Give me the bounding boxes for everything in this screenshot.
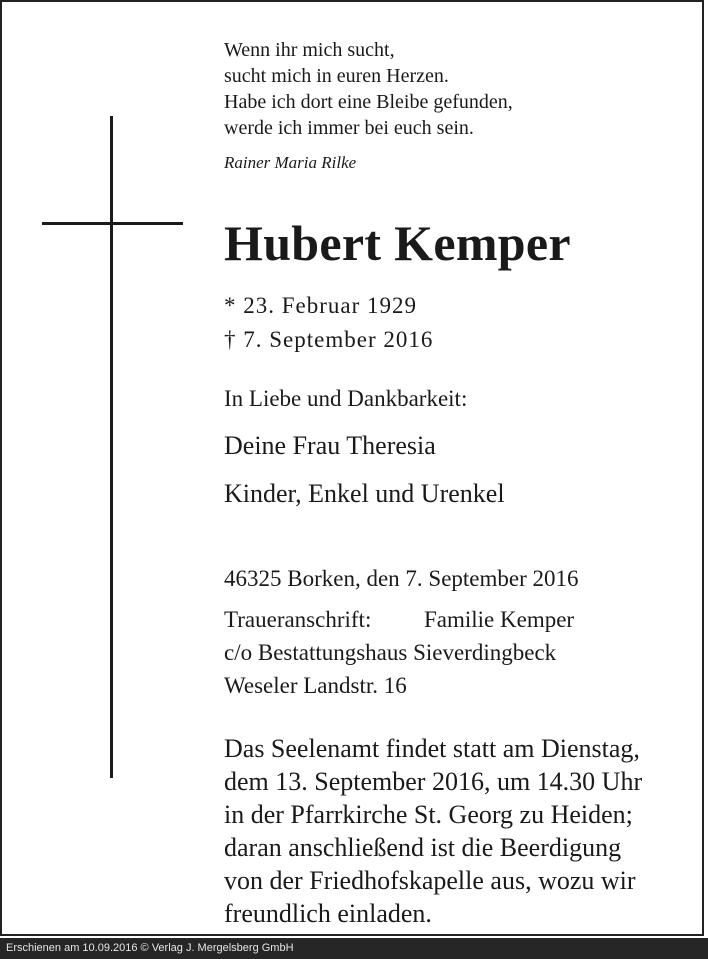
deceased-name: Hubert Kemper bbox=[224, 215, 571, 271]
mourner-line: Deine Frau Theresia bbox=[224, 431, 436, 460]
poem-line: Habe ich dort eine Bleibe gefunden, bbox=[224, 91, 513, 113]
death-date: † 7. September 2016 bbox=[224, 327, 434, 352]
service-line: daran anschließend ist die Beerdigung bbox=[224, 833, 622, 862]
poem-author: Rainer Maria Rilke bbox=[224, 153, 357, 172]
cross-icon-horizontal bbox=[42, 222, 183, 225]
poem-line: werde ich immer bei euch sein. bbox=[224, 117, 474, 139]
address-line: c/o Bestattungshaus Sieverdingbeck bbox=[224, 640, 557, 665]
publication-footer: Erschienen am 10.09.2016 © Verlag J. Mergelsberg GmbH bbox=[0, 938, 708, 959]
address-label: Traueranschrift: bbox=[224, 607, 372, 632]
place-date: 46325 Borken, den 7. September 2016 bbox=[224, 566, 579, 591]
service-line: freundlich einladen. bbox=[224, 899, 432, 928]
service-line: in der Pfarrkirche St. Georg zu Heiden; bbox=[224, 800, 633, 829]
service-line: von der Friedhofskapelle aus, wozu wir bbox=[224, 866, 636, 895]
intro-text: In Liebe und Dankbarkeit: bbox=[224, 386, 468, 411]
poem-line: sucht mich in euren Herzen. bbox=[224, 65, 449, 87]
service-line: dem 13. September 2016, um 14.30 Uhr bbox=[224, 767, 643, 796]
address-line: Weseler Landstr. 16 bbox=[224, 673, 407, 698]
address-line: Familie Kemper bbox=[424, 607, 575, 632]
cross-icon-vertical bbox=[110, 116, 113, 778]
birth-date: * 23. Februar 1929 bbox=[224, 293, 418, 318]
mourner-line: Kinder, Enkel und Urenkel bbox=[224, 479, 505, 508]
service-line: Das Seelenamt findet statt am Dienstag, bbox=[224, 734, 640, 763]
poem-line: Wenn ihr mich sucht, bbox=[224, 39, 395, 61]
